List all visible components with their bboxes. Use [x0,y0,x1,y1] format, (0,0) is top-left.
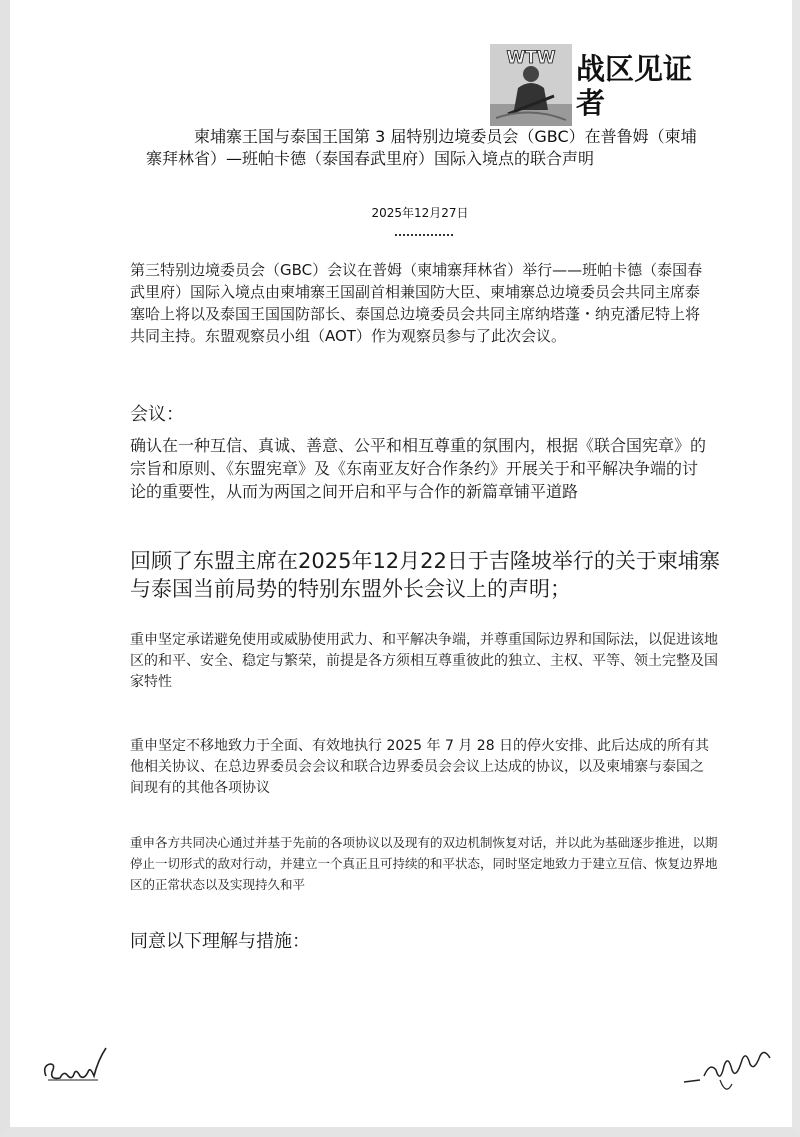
divider [395,234,453,236]
signature-right-icon [680,1040,790,1100]
brand-title: 战区见证者 [576,52,693,120]
logo-text: WTW [506,48,556,68]
section-heading-meeting: 会议： [130,404,184,425]
intro-paragraph: 第三特别边境委员会（GBC）会议在普姆（柬埔寨拜林省）举行——班帕卡德（泰国春武里府）国际入境点由柬埔寨王国副首相兼国防大臣、柬埔寨总边境委员会共同主席泰塞哈上将以及泰国王国国防部长、泰国总边境委员会共同主席纳塔蓬・纳克潘尼特上将共同主持。东盟观察员小组（AOT）作为观察员参与了此次会议。 [130,261,703,345]
paragraph-reaffirm-ceasefire: 重申坚定不移地致力于全面、有效地执行 2025 年 7 月 28 日的停火安排、此后达成的所有其他相关协议、在总边界委员会会议和联合边界委员会会议上达成的协议，以及柬埔寨与泰国之间现有的其他各项协议 [130,738,710,796]
watermark-logo [490,44,572,126]
paragraph-reaffirm-commitment: 重申坚定承诺避免使用或威胁使用武力、和平解决争端，并尊重国际边界和国际法，以促进该地区的和平、安全、稳定与繁荣，前提是各方须相互尊重彼此的独立、主权、平等、领土完整及国家特性 [130,632,718,690]
signature-left-icon [38,1040,118,1090]
paragraph-confirm: 确认在一种互信、真诚、善意、公平和相互尊重的氛围内，根据《联合国宪章》的宗旨和原则、《东盟宪章》及《东南亚友好合作条约》开展关于和平解决争端的讨论的重要性，从而为两国之间开启和平与合作的新篇章铺平道路 [130,436,707,501]
section-heading-agree: 同意以下理解与措施： [130,931,310,952]
signature-left [38,1040,118,1094]
paragraph-reaffirm-dialogue: 重申各方共同决心通过并基于先前的各项协议以及现有的双边机制恢复对话，并以此为基础逐步推进，以期停止一切形式的敌对行动，并建立一个真正且可持续的和平状态，同时坚定地致力于建立互信、恢复边界地区的正常状态以及实现持久和平 [130,835,718,892]
signature-right [680,1040,790,1104]
document-title: 柬埔寨王国与泰国王国第 3 届特别边境委员会（GBC）在普鲁姆（柬埔寨拜林省）—班帕卡德（泰国春武里府）国际入境点的联合声明 [146,127,697,168]
document-date: 2025年12月27日 [371,206,469,220]
soldier-emblem-icon [490,44,572,126]
paragraph-recall: 回顾了东盟主席在2025年12月22日于吉隆坡举行的关于柬埔寨与泰国当前局势的特别东盟外长会议上的声明； [130,549,720,601]
